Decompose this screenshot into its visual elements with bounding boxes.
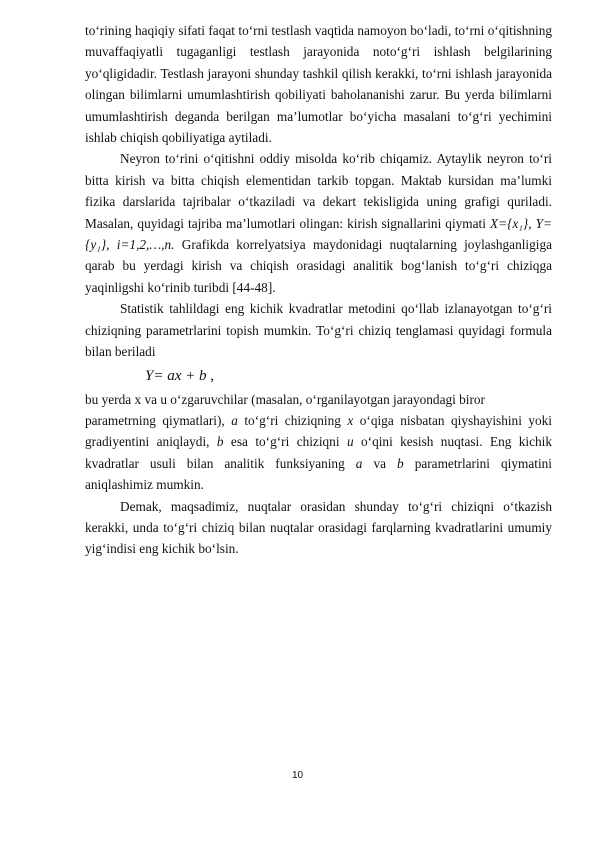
var-a: a — [231, 412, 238, 428]
p4-text-5: o‘qini kesish nuqtasi. Eng kichik kvadratlar usuli bilan analitik funksiyaning — [85, 434, 553, 471]
paragraph-2 — [85, 148, 552, 298]
paragraph-3: Statistik tahlildagi eng kichik kvadratlar metodini qo‘llab izlanayotgan to‘g‘ri chiziqning parametrlarini topish mumkin. To‘g‘ri chiziq tenglamasi quyidagi formula bilan beriladi — [85, 301, 552, 360]
p4-text-6: va — [362, 455, 398, 471]
paragraph-2-text-before: Neyron to‘rini o‘qitishni oddiy misolda ko‘rib chiqamiz. Aytaylik neyron to‘ri bitta kirish va bitta chiqish elementidan tarkib topgan. Maktab kursidan ma’lumki fizika darslarida tajribalar o‘tkaziladi va dekart tekisligida uning grafigi quriladi. Masalan, quyidagi tajriba ma’lumotlari olingan: kirish signallarini qiymati — [85, 151, 552, 231]
p4-text-3: o‘qiga nisbatan qiyshayishini yoki gradiyentini aniqlaydi, — [85, 412, 553, 450]
paragraph-4-line-1: bu yerda x va u o‘zgaruvchilar (masalan, o‘rganilayotgan jarayondagi biror — [85, 391, 485, 407]
var-u: u — [346, 434, 354, 450]
math-inline-xy: X={x₁}, Y={y₁}, i=1,2,…,n. — [85, 215, 552, 253]
formula-line — [85, 363, 552, 389]
paragraph-1: to‘rining haqiqiy sifati faqat to‘rni testlash vaqtida namoyon bo‘ladi, to‘rni o‘qitishning muvaffaqiyatli tugaganligi testlash jarayonida noto‘g‘ri ishlash belgilarining yo‘qligidadir. Testlash jarayoni shunday tashkil qilish kerakki, to‘rni ishlash jarayonida olingan bilimlarni umumlashtirish qobiliyati baholananishi zarur. Bu yerda bilimlarni umumlashtirish deganda berilgan ma’lumotlar bo‘yicha masalani to‘g‘ri yechimini ishlab chiqish qobiliyatiga aytiladi. — [85, 23, 552, 146]
var-b-2: b — [397, 455, 404, 471]
page-number: 10 — [291, 770, 304, 781]
p4-text-4: esa to‘g‘ri chiziqni — [223, 434, 347, 450]
var-x: x — [347, 412, 354, 428]
formula-suffix: , — [210, 367, 214, 384]
paragraph-5: Demak, maqsadimiz, nuqtalar orasidan shunday to‘g‘ri chiziqni o‘tkazish kerakki, unda to‘g‘ri chiziq bilan nuqtalar orasidagi farqlarning kvadratlarini umumiy yig‘indisi eng kichik bo‘lsin. — [85, 498, 552, 557]
document-body — [85, 20, 552, 560]
var-b: b — [216, 434, 224, 450]
paragraph-4 — [85, 410, 552, 496]
p4-text-7: parametrlarini qiymatini aniqlashimiz mumkin. — [85, 455, 552, 493]
p4-text-2: to‘g‘ri chiziqning — [237, 412, 348, 428]
p4-text-1: parametrning qiymatlari), — [85, 412, 232, 428]
var-a-2: a — [355, 455, 363, 471]
formula-expression: Y= ax + b — [145, 367, 207, 384]
paragraph-2-text-after: Grafikda korrelyatsiya maydonidagi nuqtalarning joylashganligiga qarab bu yerdagi kirish va chiqish orasidagi analitik bog‘lanish to‘g‘ri chiziqga yaqinligshi ko‘rinib turibdi [44-48]. — [85, 237, 552, 295]
